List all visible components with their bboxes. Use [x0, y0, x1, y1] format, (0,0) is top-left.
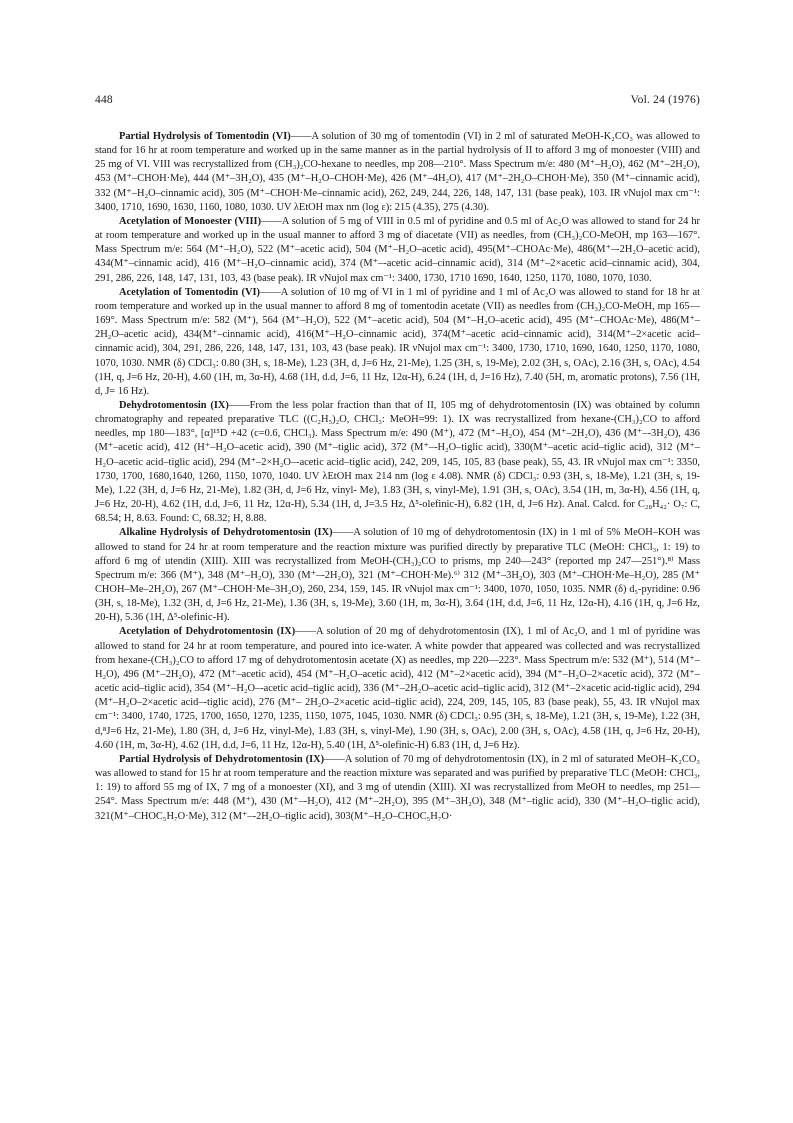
paragraph-dehydrotomentosin: [95, 399, 700, 526]
paragraph-alkaline-hydrolysis: [95, 526, 700, 625]
paragraph-text: ——A solution of 10 mg of VI in 1 ml of pyridine and 1 ml of Ac₂O was allowed to stand for 18 hr at room temperature and worked up in the usual manner to afford 8 mg of tomentodin acetate (VII) as needles from (CH₃)₂CO-MeOH, mp 165—169°. Mass Spectrum m/e: 582 (M⁺), 564 (M⁺–H₂O), 522 (M⁺–acetic acid), 504 (M⁺–H₂O–acetic acid), 495 (M⁺–CHOAc·Me), 486(M⁺–2H₂O–acetic acid), 434(M⁺–cinnamic acid), 416(M⁺–H₂O–cinnamic acid), 374(M⁺–acetic acid–cinnamic acid), 314(M⁺–2×acetic acid–cinnamic acid), 304, 291, 286, 226, 148, 147, 131, 103, 43 (base peak). IR νNujol max cm⁻¹: 3400, 1730, 1710, 1690, 1640, 1250, 1170, 1080, 1070, 1030. NMR (δ) CDCl₃: 0.80 (3H, s, 18-Me), 1.23 (3H, d, J=6 Hz, 21-Me), 1.25 (3H, s, 19-Me), 2.02 (3H, s, OAc), 2.16 (3H, s, OAc), 4.54 (1H, q, J=6 Hz, 20-H), 4.60 (1H, m, 3α-H), 4.68 (1H, d.d, J=6, 11 Hz, 12α-H), 6.24 (1H, d, J=16 Hz), 7.40 (5H, m, aromatic protons), 7.56 (1H, d, J= 16 Hz).: [95, 286, 700, 397]
paragraph-title: Partial Hydrolysis of Dehydrotomentosin (IX): [119, 753, 325, 765]
paragraph-text: ——A solution of 20 mg of dehydrotomentosin (IX), 1 ml of Ac₂O, and 1 ml of pyridine was allowed to stand for 24 hr at room temperature, and poured into ice-water. A white powder that appeared was collected and was recrystallized from hexane-(CH₃)₂CO to afford 17 mg of dehydrotomentosin acetate (X) as needles, mp 220—223°. Mass Spectrum m/e: 532 (M⁺), 514 (M⁺–H₂O), 496 (M⁺–2H₂O), 472 (M⁺–acetic acid), 454 (M⁺–H₂O–acetic acid), 412 (M⁺–2×acetic acid), 394 (M⁺–H₂O–2×acetic acid), 372 (M⁺–acetic acid–tiglic acid), 354 (M⁺–H₂O–-acetic acid–tiglic acid), 336 (M⁺–2H₂O–acetic acid–tiglic acid), 312 (M⁺–2×acetic acid-tiglic acid), 294 (M⁺–H₂O–2×acetic acid–-tiglic acid), 276 (M⁺– 2H₂O–2×acetic acid–tiglic acid), 224, 209, 145, 105, 83 (base peak), 55, 43. IR νNujol max cm⁻¹: 3400, 1740, 1725, 1700, 1650, 1270, 1235, 1150, 1075, 1045, 1030. NMR (δ) CDCl₃: 0.95 (3H, s, 18-Me), 1.21 (3H, s, 19-Me), 1.22 (3H, d,⁸J=6 Hz, 21-Me), 1.80 (3H, d, J=6 Hz, vinyl-Me), 1.83 (3H, s, vinyl-Me), 1.90 (3H, s, OAc), 2.00 (3H, s, OAc), 4.58 (1H, q, J=6 Hz, 20-H), 4.60 (1H, m, 3α-H), 4.62 (1H, d.d, J=6, 11 Hz, 12α-H), 5.40 (1H, Δ⁵-olefinic-H) 6.83 (1H, d, J=6 Hz).: [95, 626, 700, 751]
paragraph-text: ——A solution of 10 mg of dehydrotomentosin (IX) in 1 ml of 5% MeOH–KOH was allowed to stand for 24 hr at room temperature and the reaction mixture was purified directly by preparative TLC (MeOH: CHCl₃, 1: 19) to afford 6 mg of utendin (XIII). XIII was recrystallized from MeOH-(CH₃)₂CO to prisms, mp 240—243° (reported mp 247—251°).⁸⁾ Mass Spectrum m/e: 366 (M⁺), 348 (M⁺–H₂O), 330 (M⁺–-2H₂O), 321 (M⁺–CHOH·Me).⁶⁾ 312 (M⁺–3H₂O), 303 (M⁺–CHOH·Me–H₂O), 285 (M⁺ CHOH–Me–2H₂O), 267 (M⁺–CHOH·Me–3H₂O), 260, 234, 159, 145. IR νNujol max cm⁻¹: 3400, 1070, 1050, 1035. NMR (δ) d₅-pyridine: 0.96 (3H, s, 18-Me), 1.32 (3H, d, J=6 Hz, 21-Me), 1.36 (3H, s, 19-Me), 3.60 (1H, m, 3α-H), 3.64 (1H, d.d, J=6, 11 Hz, 12α-H), 4.16 (1H, q, J=6 Hz, 20-H), 5.36 (1H, Δ⁵-olefinic-H).: [95, 527, 700, 624]
paragraph-title: Alkaline Hydrolysis of Dehydrotomentosin (IX): [119, 527, 333, 539]
paragraph-acetylation-dehydrotomentosin: [95, 625, 700, 752]
paragraph-title: Partial Hydrolysis of Tomentodin (VI): [119, 131, 291, 142]
page-number: 448: [95, 94, 113, 106]
paragraph-text: ——A solution of 30 mg of tomentodin (VI) in 2 ml of saturated MeOH-K₂CO₃ was allowed to stand for 16 hr at room temperature and worked up in the same manner as in the partial hydrolysis of II to afford 3 mg of monoester (VIII) and 25 mg of VI. VIII was recrystallized from (CH₃)₂CO-hexane to needles, mp 208—210°. Mass Spectrum m/e: 480 (M⁺–H₂O), 462 (M⁺–2H₂O), 453 (M⁺–CHOH·Me), 444 (M⁺–3H₂O), 435 (M⁺–H₂O–CHOH·Me), 426 (M⁺–4H₂O), 417 (M⁺–2H₂O–CHOH·Me), 350 (M⁺–cinnamic acid), 332 (M⁺–H₂O–cinnamic acid), 305 (M⁺–CHOH·Me–cinnamic acid), 262, 249, 244, 226, 148, 147, 131 (base peak), 103. IR νNujol max cm⁻¹: 3400, 1710, 1690, 1630, 1160, 1080, 1030. UV λEtOH max nm (log ε): 215 (4.35), 275 (4.30).: [95, 131, 700, 213]
paragraph-title: Acetylation of Tomentodin (VI): [119, 286, 260, 298]
paragraph-acetylation-tomentodin: [95, 286, 700, 399]
paragraph-title: Acetylation of Dehydrotomentosin (IX): [119, 626, 296, 638]
paragraph-text: ——From the less polar fraction than that of II, 105 mg of dehydrotomentosin (IX) was obtained by column chromatography and repeated preparative TLC ((C₂H₅)₂O, CHCl₃: MeOH=99: 1). IX was recrystallized from hexane-(CH₃)₂CO to afford needles, mp 180—183°, [α]¹⁵D +42 (c=0.6, CHCl₃). Mass Spectrum m/e: 490 (M⁺), 472 (M⁺–H₂O), 454 (M⁺–2H₂O), 436 (M⁺–-3H₂O), 436 (M⁺–acetic acid), 412 (H⁺–H₂O–acetic acid), 390 (M⁺–tiglic acid), 372 (M⁺–-H₂O–tiglic acid), 330(M⁺–acetic acid–tiglic acid), 312 (M⁺–H₂O–acetic acid–tiglic acid), 294 (M⁺–2×H₂O–-acetic acid–tiglic acid), 242, 209, 145, 105, 83 (base peak), 55, 43. IR νNujol max cm⁻¹: 3350, 1730, 1700, 1680,1640, 1260, 1150, 1070, 1040. UV λEtOH max 214 nm (log ε 4.08). NMR (δ) CDCl₃: 0.93 (3H, s, 18-Me), 1.21 (3H, s, 19-Me), 1.22 (3H, d, J=6 Hz, 21-Me), 1.82 (3H, d, J=6 Hz, vinyl- Me), 1.83 (3H, s, vinyl-Me), 1.91 (3H, s, OAc), 3.54 (1H, m, 3α-H), 4.56 (1H, q, J=6 Hz, 20-H), 4.62 (1H, d.d, J=6, 11 Hz, 12α-H), 5.34 (1H, d, J=3.5 Hz, Δ⁵-olefinic-H), 6.82 (1H, d, J=6 Hz). Anal. Calcd. for C₂₈H₄₂· O₇: C, 68.54; H, 8.63. Found: C, 68.32; H, 8.88.: [95, 399, 700, 525]
journal-volume-year: Vol. 24 (1976): [630, 94, 700, 106]
paragraph-text: ——A solution of 5 mg of VIII in 0.5 ml of pyridine and 0.5 ml of Ac₂O was allowed to stand for 24 hr at room temperature and worked up in the usual manner to afford 3 mg of diacetate (VII) as needles, from (CH₃)₂CO-MeOH, mp 163—167°. Mass Spectrum m/e: 564 (M⁺–H₂O), 522 (M⁺–acetic acid), 504 (M⁺–H₂O–acetic acid), 495(M⁺–CHOAc·Me), 486(M⁺–-2H₂O–acetic acid), 434(M⁺–cinnamic acid), 416 (M⁺–H₂O–cinnamic acid), 374 (M⁺–-acetic acid–cinnamic acid), 314 (M⁺–2×acetic acid–cinnamic acid), 304, 291, 286, 226, 148, 147, 131, 103, 43 (base peak). IR νNujol max cm⁻¹: 3400, 1730, 1710 1690, 1640, 1250, 1170, 1080, 1070, 1030.: [95, 215, 700, 284]
paragraph-partial-hydrolysis-tomentodin: [95, 130, 700, 215]
paragraph-partial-hydrolysis-dehydrotomentosin: [95, 753, 700, 824]
paper-body: [95, 130, 700, 824]
page-header: [95, 94, 700, 114]
paragraph-acetylation-monoester: [95, 215, 700, 286]
paragraph-title: Acetylation of Monoester (VIII): [119, 215, 262, 227]
paragraph-text: ——A solution of 70 mg of dehydrotomentosin (IX), in 2 ml of saturated MeOH–K₂CO₃ was allowed to stand for 15 hr at room temperature and the reaction mixture was separated and was purified by preparative TLC (MeOH: CHCl₃, 1: 19) to afford 55 mg of IX, 7 mg of a monoester (XI), and 3 mg of utendin (XIII). XI was recrystallized from MeOH to needles, mp 251—254°. Mass Spectrum m/e: 448 (M⁺), 430 (M⁺–-H₂O), 412 (M⁺–2H₂O), 395 (M⁺–3H₂O), 348 (M⁺–tiglic acid), 330 (M⁺–H₂O–tiglic acid), 321(M⁺–CHOC₅H₇O·Me), 312 (M⁺–-2H₂O–tiglic acid), 303(M⁺–H₂O–CHOC₅H₇O·: [95, 753, 700, 822]
paragraph-title: Dehydrotomentosin (IX): [119, 399, 229, 411]
